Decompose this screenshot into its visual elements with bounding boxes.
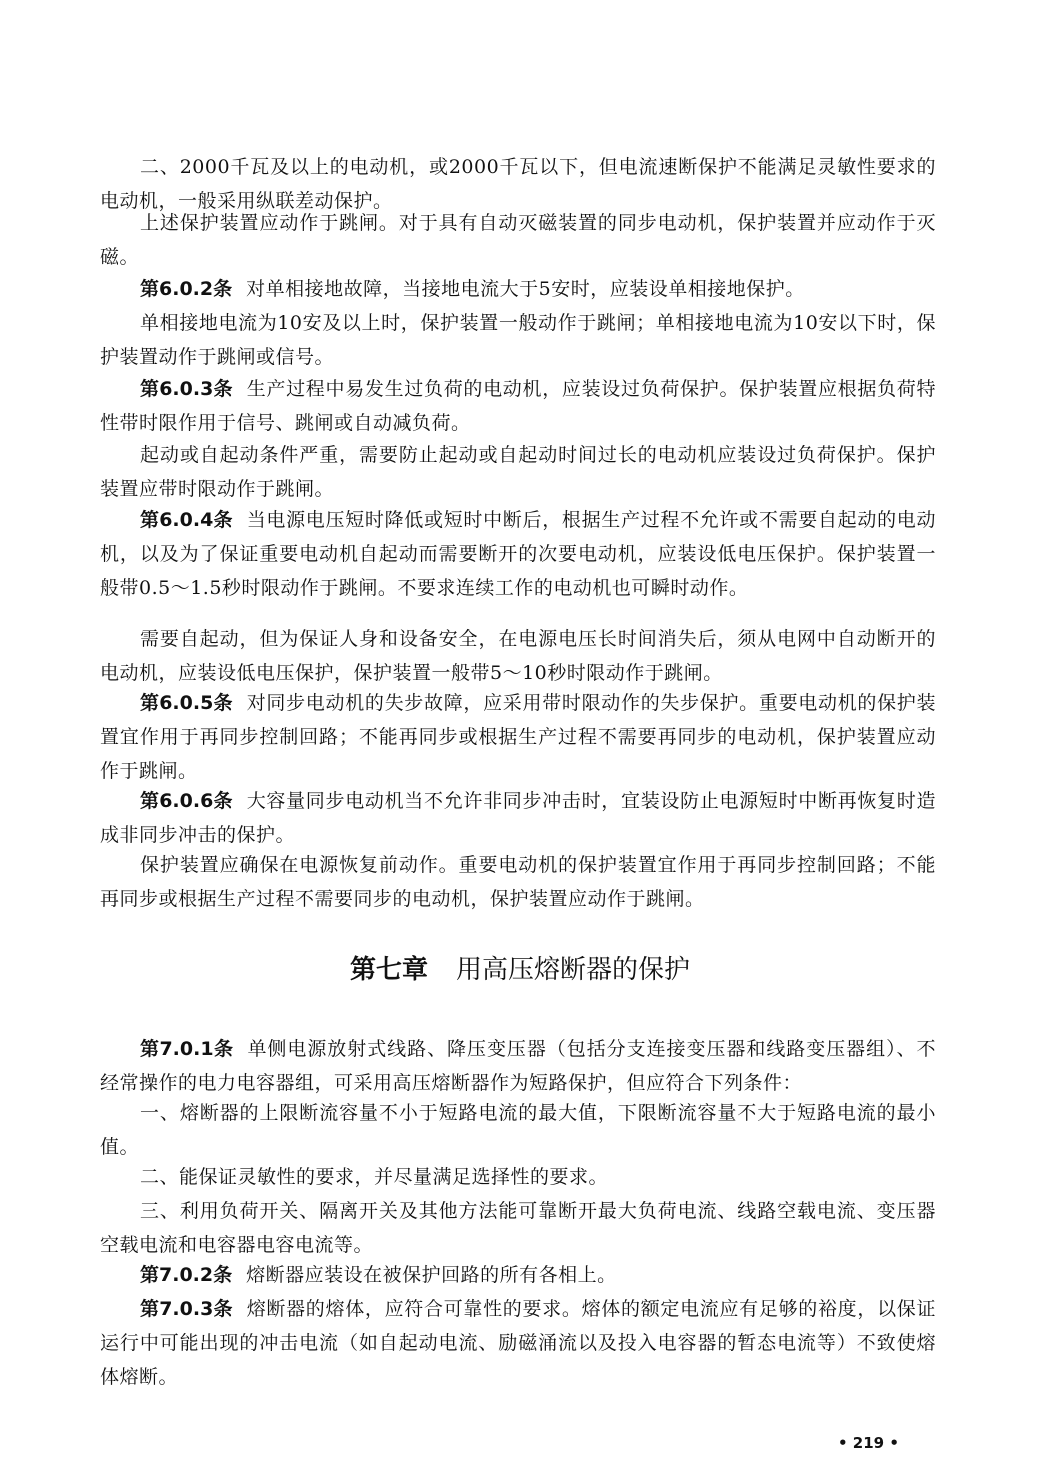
condition-item-1 [100,1096,936,1164]
paragraph-startup-overload [100,438,936,506]
condition-item-2 [100,1160,936,1194]
article-number: 第6.0.6条 [140,790,233,812]
article-number: 第6.0.2条 [140,278,233,300]
chapter-title: 用高压熔断器的保护 [456,955,691,985]
paragraph-text: 三、利用负荷开关、隔离开关及其他方法能可靠断开最大负荷电流、线路空载电流、变压器空载电流和电容器电容电流等。 [100,1200,936,1256]
article-6-0-3 [100,372,936,440]
article-6-0-6 [100,784,936,852]
article-number: 第6.0.3条 [140,378,233,400]
paragraph-text: 对同步电动机的失步故障，应采用带时限动作的失步保护。重要电动机的保护装置宜作用于再同步控制回路；不能再同步或根据生产过程不需要再同步的电动机，保护装置应动作于跳闸。 [100,692,936,782]
paragraph-text: 当电源电压短时降低或短时中断后，根据生产过程不允许或不需要自起动的电动机，以及为了保证重要电动机自起动而需要断开的次要电动机，应装设低电压保护。保护装置一般带0.5～1.5秒时限动作于跳闸。不要求连续工作的电动机也可瞬时动作。 [100,509,936,599]
article-number: 第7.0.2条 [140,1264,233,1286]
paragraph-text: 单相接地电流为10安及以上时，保护装置一般动作于跳闸；单相接地电流为10安以下时，保护装置动作于跳闸或信号。 [100,312,936,368]
page-number: • 219 • [838,1434,899,1452]
paragraph-text: 保护装置应确保在电源恢复前动作。重要电动机的保护装置宜作用于再同步控制回路；不能再同步或根据生产过程不需要同步的电动机，保护装置应动作于跳闸。 [100,854,936,910]
paragraph-text: 上述保护装置应动作于跳闸。对于具有自动灭磁装置的同步电动机，保护装置并应动作于灭磁。 [100,212,936,268]
article-7-0-1 [100,1032,936,1100]
paragraph-text: 生产过程中易发生过负荷的电动机，应装设过负荷保护。保护装置应根据负荷特性带时限作用于信号、跳闸或自动减负荷。 [100,378,936,434]
article-6-0-2 [100,272,936,306]
paragraph-text: 熔断器应装设在被保护回路的所有各相上。 [246,1264,617,1286]
paragraph-ground-current [100,306,936,374]
paragraph-text: 需要自起动，但为保证人身和设备安全，在电源电压长时间消失后，须从电网中自动断开的电动机，应装设低电压保护，保护装置一般带5～10秒时限动作于跳闸。 [100,628,936,684]
paragraph-text: 单侧电源放射式线路、降压变压器（包括分支连接变压器和线路变压器组）、不经常操作的电力电容器组，可采用高压熔断器作为短路保护，但应符合下列条件： [100,1038,936,1094]
paragraph-text: 起动或自起动条件严重，需要防止起动或自起动时间过长的电动机应装设过负荷保护。保护装置应带时限动作于跳闸。 [100,444,936,500]
paragraph-text: 二、能保证灵敏性的要求，并尽量满足选择性的要求。 [140,1166,609,1188]
article-number: 第7.0.1条 [140,1038,234,1060]
article-6-0-5 [100,686,936,788]
chapter-heading [0,950,1040,990]
article-7-0-2 [100,1258,936,1292]
article-7-0-3 [100,1292,936,1394]
paragraph-text: 大容量同步电动机当不允许非同步冲击时，宜装设防止电源短时中断再恢复时造成非同步冲击的保护。 [100,790,936,846]
article-number: 第6.0.5条 [140,692,233,714]
article-number: 第6.0.4条 [140,509,233,531]
paragraph-text: 二、2000千瓦及以上的电动机，或2000千瓦以下，但电流速断保护不能满足灵敏性要求的电动机，一般采用纵联差动保护。 [100,156,936,212]
paragraph-text: 熔断器的熔体，应符合可靠性的要求。熔体的额定电流应有足够的裕度，以保证运行中可能出现的冲击电流（如自起动电流、励磁涌流以及投入电容器的暂态电流等）不致使熔体熔断。 [100,1298,936,1388]
paragraph-resync [100,848,936,916]
paragraph-trip-action [100,206,936,274]
paragraph-low-voltage [100,622,936,690]
article-6-0-4 [100,503,936,605]
article-number: 第7.0.3条 [140,1298,233,1320]
paragraph-text: 一、熔断器的上限断流容量不小于短路电流的最大值，下限断流容量不大于短路电流的最小值。 [100,1102,936,1158]
condition-item-3 [100,1194,936,1262]
chapter-number: 第七章 [349,955,428,985]
paragraph-text: 对单相接地故障，当接地电流大于5安时，应装设单相接地保护。 [246,278,805,300]
